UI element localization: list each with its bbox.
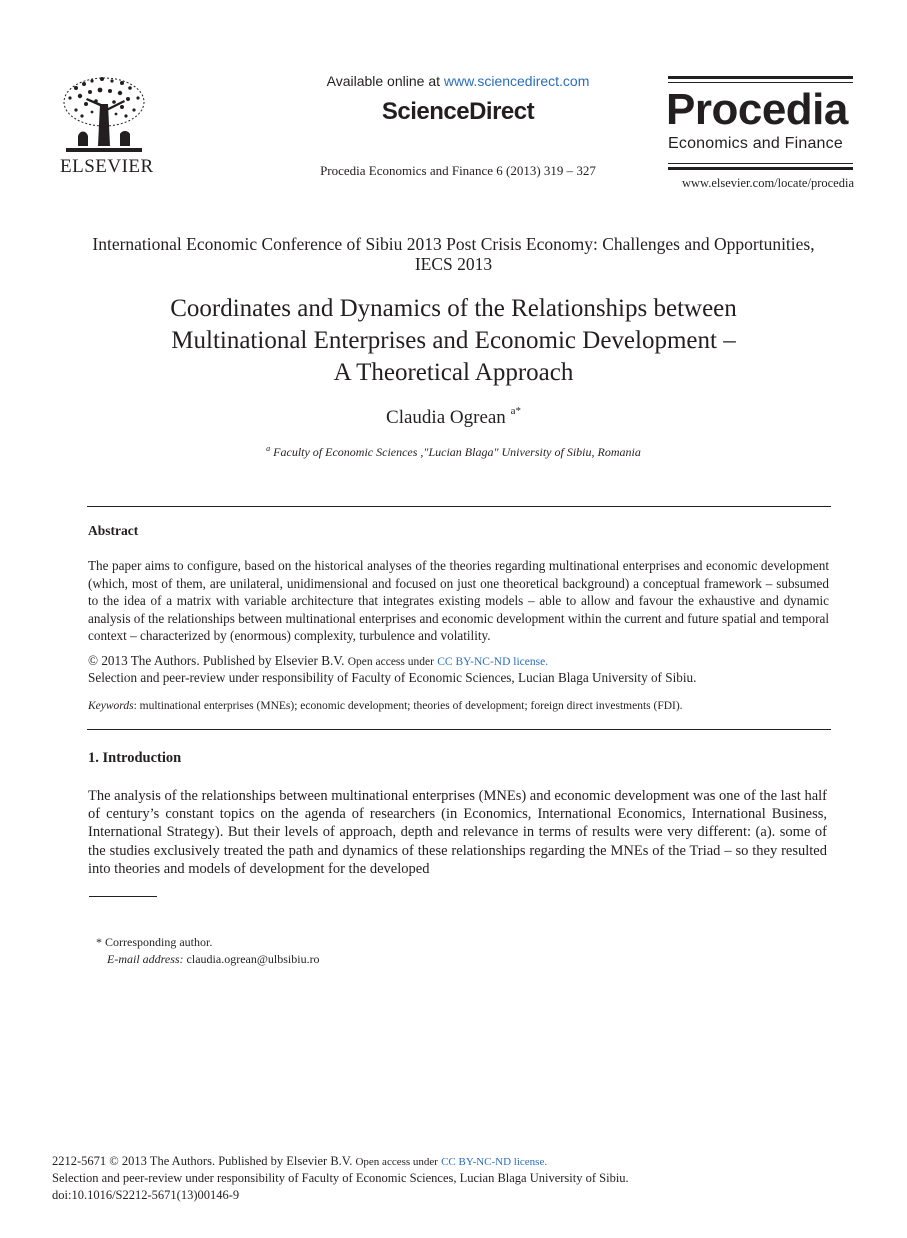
- email-label: E-mail address:: [107, 952, 184, 966]
- available-online: [200, 73, 716, 89]
- abstract-top-rule: [87, 506, 831, 507]
- procedia-logo-title: Procedia: [666, 85, 848, 134]
- footnote-email: [107, 952, 320, 967]
- author-name: Claudia Ogrean: [386, 407, 506, 428]
- copyright-text: © 2013 The Authors. Published by Elsevier B.V.: [88, 653, 345, 668]
- elsevier-wordmark: ELSEVIER: [60, 156, 154, 177]
- paper-title: [90, 293, 817, 389]
- paper-title-line: A Theoretical Approach: [333, 359, 574, 386]
- procedia-url: www.elsevier.com/locate/procedia: [681, 176, 854, 190]
- peer-review-note: Selection and peer-review under responsibility of Faculty of Economic Sciences, Lucian Blaga University of Sibiu.: [88, 670, 697, 685]
- keywords-list: : multinational enterprises (MNEs); economic development; theories of development; foreign direct investments (FDI).: [133, 700, 683, 712]
- abstract-body: The paper aims to configure, based on the historical analyses of the theories regarding multinational enterprises and economic development (which, most of them, are unilateral, unidimensional and focused on just one theoretical background) a conceptual framework – subsumed to the idea of a matrix with variable architecture that integrates existing models – able to allow and favour the exhaustive and dynamic analysis of the relationships between multinational enterprises and economic development within the current and future spatial and temporal context – characterized by (enormous) complexity, turbulence and volatility.: [88, 558, 829, 644]
- bottom-license-link[interactable]: CC BY-NC-ND license.: [441, 1156, 548, 1168]
- sciencedirect-link[interactable]: www.sciencedirect.com: [443, 73, 590, 89]
- open-access-text: Open access under: [347, 656, 434, 668]
- conference-name: International Economic Conference of Sibiu 2013 Post Crisis Economy: Challenges and Opportunities, IECS 2013: [92, 234, 815, 274]
- keywords-label: Keywords: [88, 700, 134, 712]
- bottom-copyright-text: 2212-5671 © 2013 The Authors. Published by Elsevier B.V.: [52, 1154, 353, 1168]
- doi: doi:10.1016/S2212-5671(13)00146-9: [52, 1188, 240, 1202]
- keywords: [88, 698, 829, 714]
- procedia-rule: [668, 167, 853, 170]
- author-marks: a*: [510, 405, 521, 417]
- available-online-label: Available online at: [326, 73, 440, 89]
- abstract-bottom-rule: [87, 729, 831, 730]
- footnote-rule: [89, 896, 157, 897]
- procedia-rule: [668, 163, 853, 164]
- procedia-rule: [668, 76, 853, 79]
- bottom-peer-review: Selection and peer-review under responsibility of Faculty of Economic Sciences, Lucian Blaga University of Sibiu.: [52, 1171, 629, 1185]
- paper-title-line: Coordinates and Dynamics of the Relationships between: [170, 295, 737, 322]
- bottom-copyright: [52, 1153, 547, 1170]
- footnote-corresponding: * Corresponding author.: [96, 935, 213, 949]
- affiliation-text: Faculty of Economic Sciences ,"Lucian Blaga" University of Sibiu, Romania: [273, 445, 641, 459]
- email-address: claudia.ogrean@ulbsibiu.ro: [186, 952, 320, 966]
- procedia-logo-subtitle: Economics and Finance: [668, 135, 843, 152]
- bottom-open-access: Open access under: [355, 1156, 438, 1168]
- paper-title-line: Multinational Enterprises and Economic Development –: [171, 327, 736, 354]
- section-heading-introduction: 1. Introduction: [88, 750, 182, 766]
- journal-reference: Procedia Economics and Finance 6 (2013) 319 – 327: [320, 163, 596, 178]
- introduction-body: The analysis of the relationships between multinational enterprises (MNEs) and economic development was one of the last half of century’s constant topics on the agenda of researchers (in Economics, International Economics, International Business, International Strategy). But their levels of approach, depth and relevance in terms of results were very different: (a). some of the studies exclusively treated the path and dynamics of these relationships regarding the MNEs of the Triad – so they resulted into theories and models of development for the developed: [88, 788, 827, 877]
- affiliation: [90, 444, 817, 460]
- affiliation-mark: a: [266, 444, 271, 453]
- abstract-heading: Abstract: [88, 523, 139, 538]
- license-link[interactable]: CC BY-NC-ND license.: [437, 656, 549, 668]
- sciencedirect-logo: ScienceDirect: [381, 98, 535, 125]
- author: [90, 407, 817, 429]
